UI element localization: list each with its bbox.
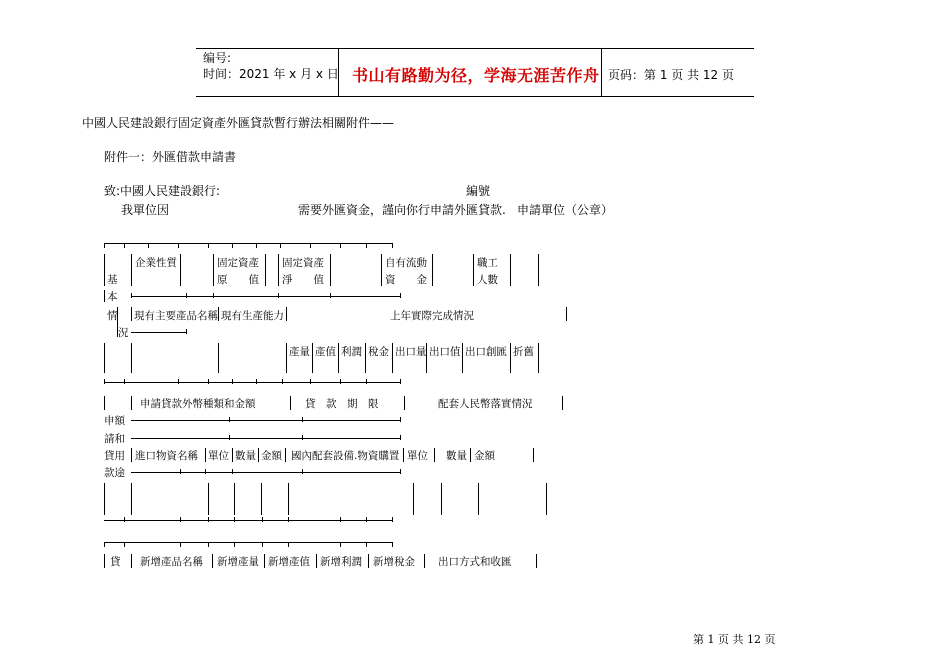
table-rule xyxy=(264,554,265,568)
table-rule xyxy=(340,517,341,522)
table-rule xyxy=(104,396,105,410)
table-rule xyxy=(434,448,435,462)
table-rule xyxy=(208,243,209,248)
table-rule xyxy=(124,243,125,248)
table-rule xyxy=(131,307,132,321)
table-rule xyxy=(131,293,132,298)
table-rule xyxy=(180,542,181,547)
table-rule xyxy=(413,483,414,515)
benefit-side-label: 貸 xyxy=(110,556,121,568)
header-cell: 自有流動 xyxy=(385,257,427,269)
row2-cell: 上年實際完成情況 xyxy=(390,310,474,322)
table-rule xyxy=(381,254,382,286)
loan-side-label: 貸用 xyxy=(104,450,125,462)
table-rule xyxy=(286,343,287,373)
table-rule xyxy=(400,379,401,384)
table-rule xyxy=(310,243,311,248)
header-number-label: 编号: xyxy=(203,51,232,65)
page-footer: 第 1 页 共 12 页 xyxy=(693,633,776,646)
header-top-rule xyxy=(196,48,754,49)
table-rule xyxy=(232,448,233,462)
table-rule xyxy=(131,296,401,297)
table-rule xyxy=(366,243,367,248)
table-rule xyxy=(148,243,149,248)
table-rule xyxy=(218,307,219,321)
table-rule xyxy=(262,517,263,522)
table-rule xyxy=(400,435,401,440)
header-page-label: 页码：第 1 页 共 12 页 xyxy=(608,68,734,82)
table-rule xyxy=(280,243,281,248)
table-rule xyxy=(258,448,259,462)
table-rule xyxy=(131,396,132,410)
table-rule xyxy=(392,343,393,373)
table-rule xyxy=(340,379,341,384)
table-rule xyxy=(178,379,179,384)
table-rule xyxy=(205,469,206,474)
row3-cell: 出口量 xyxy=(395,346,427,358)
table-rule xyxy=(392,517,393,522)
table-rule xyxy=(288,483,289,515)
table-rule xyxy=(400,293,401,298)
table-rule xyxy=(256,379,257,384)
benefit-header-cell: 出口方式和收匯 xyxy=(438,556,512,568)
table-rule xyxy=(316,554,317,568)
table-rule xyxy=(234,517,235,522)
table-rule xyxy=(180,254,181,286)
table-rule xyxy=(403,448,404,462)
side-label: 基 xyxy=(107,274,118,286)
row2-cell: 現有生產能力 xyxy=(221,310,284,322)
benefit-header-cell: 新增產值 xyxy=(268,556,310,568)
sub-cell: 資 金 xyxy=(385,274,427,286)
row3-cell: 產值 xyxy=(315,346,336,358)
unit-line-end: 申請單位（公章） xyxy=(517,203,614,217)
table-rule xyxy=(104,542,392,543)
row3-cell: 出口創匯 xyxy=(465,346,507,358)
table-rule xyxy=(131,420,401,421)
table-rule xyxy=(340,243,341,248)
table-rule xyxy=(404,396,405,410)
table-rule xyxy=(473,254,474,286)
row3-cell: 產量 xyxy=(289,346,310,358)
table-rule xyxy=(131,554,132,568)
header-motto: 书山有路勤为径，学海无涯苦作舟 xyxy=(352,66,600,85)
table-rule xyxy=(104,243,105,248)
header-cell: 企業性質 xyxy=(135,257,177,269)
table-rule xyxy=(510,343,511,373)
table-rule xyxy=(131,472,401,473)
table-rule xyxy=(290,396,291,410)
table-rule xyxy=(330,293,331,298)
table-rule xyxy=(180,469,181,474)
unit-line-middle: 需要外匯資金，謹向你行申請外匯貸款. xyxy=(298,203,506,217)
table-rule xyxy=(470,448,471,462)
table-rule xyxy=(288,517,289,522)
table-rule xyxy=(302,417,303,422)
number-field-label: 編號 xyxy=(466,184,491,198)
loan-row-cell: 單位 xyxy=(208,450,229,462)
table-rule xyxy=(218,343,219,373)
table-rule xyxy=(536,554,537,568)
table-rule xyxy=(392,243,393,248)
row3-cell: 利潤 xyxy=(341,346,362,358)
loan-side-label: 款途 xyxy=(104,467,125,479)
table-rule xyxy=(131,438,401,439)
benefit-header-cell: 新增產品名稱 xyxy=(140,556,203,568)
table-rule xyxy=(366,542,367,547)
table-rule xyxy=(368,554,369,568)
sub-cell: 淨 值 xyxy=(282,274,324,286)
header-cell: 職工 xyxy=(477,257,498,269)
table-rule xyxy=(208,517,209,522)
table-rule xyxy=(208,542,209,547)
table-rule xyxy=(178,243,179,248)
table-rule xyxy=(310,379,311,384)
table-rule xyxy=(131,343,132,373)
attachment-title: 附件一：外匯借款申請書 xyxy=(104,150,237,164)
table-rule xyxy=(104,379,105,384)
sub-cell: 原 值 xyxy=(217,274,259,286)
table-rule xyxy=(131,448,132,462)
table-rule xyxy=(366,517,367,522)
table-rule xyxy=(533,448,534,462)
table-rule xyxy=(232,379,233,384)
row3-cell: 折舊 xyxy=(513,346,534,358)
loan-side-label: 申額 xyxy=(104,415,125,427)
table-rule xyxy=(213,254,214,286)
table-rule xyxy=(538,343,539,373)
table-rule xyxy=(285,448,286,462)
table-rule xyxy=(180,517,181,522)
side-label: 情 xyxy=(107,310,118,322)
table-rule xyxy=(366,379,367,384)
table-rule xyxy=(205,448,206,462)
table-rule xyxy=(131,254,132,286)
table-rule xyxy=(265,254,266,286)
table-rule xyxy=(256,243,257,248)
benefit-header-cell: 新增產量 xyxy=(217,556,259,568)
row3-cell: 出口值 xyxy=(429,346,461,358)
table-rule xyxy=(124,379,125,384)
table-rule xyxy=(282,379,283,384)
table-rule xyxy=(104,382,400,383)
benefit-header-cell: 新增利潤 xyxy=(320,556,362,568)
loan-row-cell: 金額 xyxy=(474,450,495,462)
table-rule xyxy=(338,343,339,373)
table-rule xyxy=(229,417,230,422)
header-cell: 固定資產 xyxy=(282,257,324,269)
header-left-block xyxy=(203,50,339,82)
benefit-header-cell: 新增稅金 xyxy=(373,556,415,568)
loan-header-cell: 貸 款 期 限 xyxy=(305,398,379,410)
table-rule xyxy=(104,290,105,302)
table-rule xyxy=(462,343,463,373)
table-rule xyxy=(213,293,214,298)
table-rule xyxy=(302,469,303,474)
table-rule xyxy=(424,554,425,568)
header-bottom-rule xyxy=(196,96,754,97)
table-rule xyxy=(104,483,105,515)
table-rule xyxy=(186,329,187,334)
table-rule xyxy=(104,554,105,568)
table-rule xyxy=(562,396,563,410)
table-rule xyxy=(104,343,105,373)
table-rule xyxy=(234,483,235,515)
side-label: 本 xyxy=(107,291,118,303)
loan-row-cell: 國內配套設備.物資購置 xyxy=(291,450,400,462)
table-rule xyxy=(234,542,235,547)
loan-row-cell: 單位 xyxy=(407,450,428,462)
table-rule xyxy=(510,254,511,286)
table-rule xyxy=(278,254,279,286)
unit-line-start: 我單位因 xyxy=(121,203,170,217)
table-rule xyxy=(104,254,105,286)
row2-cell: 現有主要產品名稱 xyxy=(134,310,218,322)
table-rule xyxy=(104,520,392,521)
table-rule xyxy=(330,254,331,286)
loan-row-cell: 金額 xyxy=(261,450,282,462)
table-rule xyxy=(232,243,233,248)
row3-cell: 稅金 xyxy=(368,346,389,358)
table-rule xyxy=(229,435,230,440)
table-rule xyxy=(478,483,479,515)
header-time-label: 时间：2021 年 x 月 x 日 xyxy=(203,67,339,81)
table-rule xyxy=(546,483,547,515)
table-rule xyxy=(365,343,366,373)
table-rule xyxy=(340,542,341,547)
table-rule xyxy=(131,483,132,515)
table-rule xyxy=(566,307,567,321)
loan-row-cell: 數量 xyxy=(446,450,467,462)
table-rule xyxy=(312,343,313,373)
table-rule xyxy=(392,542,393,547)
side-label: 況 xyxy=(118,327,129,339)
table-rule xyxy=(261,483,262,515)
table-rule xyxy=(288,542,289,547)
table-rule xyxy=(208,483,209,515)
header-cell: 固定資產 xyxy=(217,257,259,269)
table-rule xyxy=(208,379,209,384)
table-rule xyxy=(131,332,187,333)
loan-row-cell: 數量 xyxy=(235,450,256,462)
loan-row-cell: 進口物資名稱 xyxy=(135,450,198,462)
table-rule xyxy=(104,542,105,547)
loan-side-label: 請和 xyxy=(104,433,125,445)
table-rule xyxy=(286,307,287,321)
sub-cell: 人數 xyxy=(477,274,498,286)
document-title: 中國人民建設銀行固定資產外匯貸款暫行辦法相關附件—— xyxy=(82,116,395,130)
table-rule xyxy=(538,254,539,286)
table-rule xyxy=(262,542,263,547)
addressee-line: 致:中國人民建設銀行: xyxy=(104,184,221,198)
table-rule xyxy=(432,254,433,286)
table-rule xyxy=(212,554,213,568)
table-rule xyxy=(400,417,401,422)
table-rule xyxy=(400,469,401,474)
loan-header-cell: 申請貸款外幣種類和金額 xyxy=(140,398,256,410)
table-rule xyxy=(232,469,233,474)
table-rule xyxy=(186,293,187,298)
table-rule xyxy=(302,435,303,440)
table-rule xyxy=(124,542,125,547)
header-divider xyxy=(601,48,602,96)
loan-header-cell: 配套人民幣落實情況 xyxy=(438,398,533,410)
table-rule xyxy=(441,483,442,515)
table-rule xyxy=(124,517,125,522)
table-rule xyxy=(278,293,279,298)
